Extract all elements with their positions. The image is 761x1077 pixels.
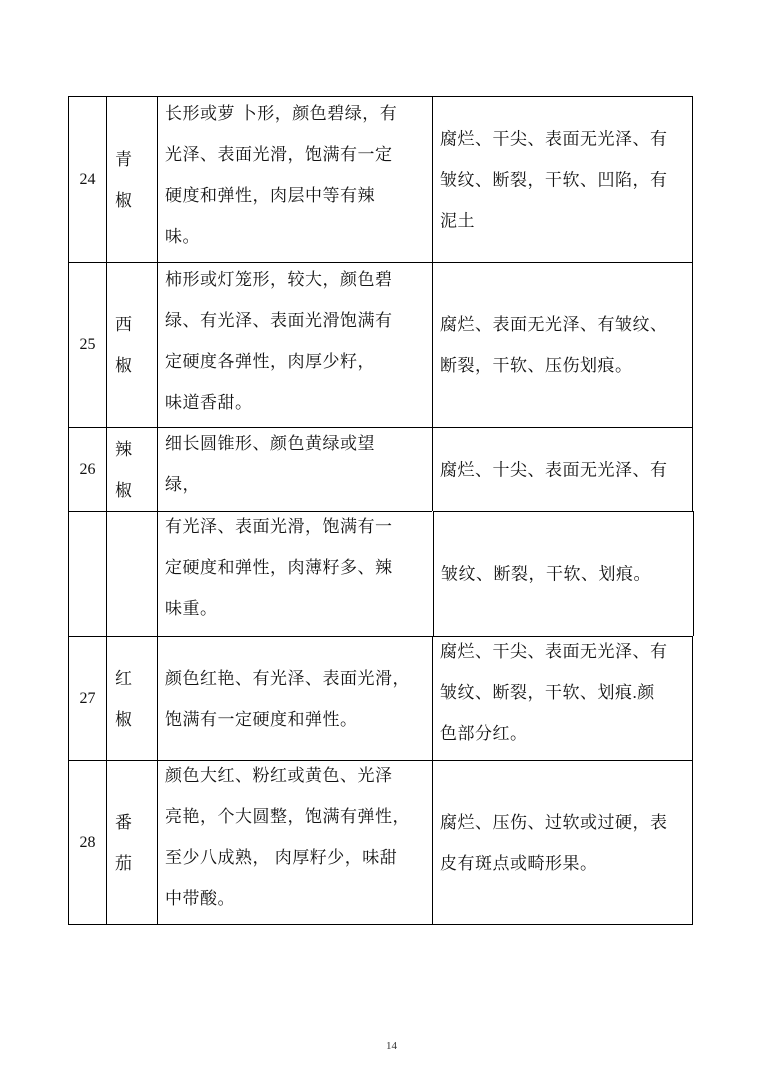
defects-line: 腐烂、压伤、过软或过硬，表 — [440, 812, 668, 832]
description-line: 颜色大红、粉红或黄色、光泽 — [165, 766, 393, 785]
page-number: 14 — [386, 1040, 397, 1052]
defects-text — [440, 631, 688, 754]
description-line: 有光泽、表面光滑，饱满有一 — [165, 517, 393, 536]
defects-line: 腐烂、十尖、表面无光泽、有 — [440, 460, 668, 479]
description-line: 中带酸。 — [165, 889, 235, 908]
vegetable-name: 青椒 — [115, 149, 132, 210]
row-number-cell — [68, 511, 106, 636]
quality-description-cell — [157, 760, 432, 925]
defects-line: 断裂，干软、压伤划痕。 — [440, 356, 633, 375]
defects-text — [440, 802, 688, 884]
defects-line: 腐烂、干尖、表面无光泽、有 — [440, 129, 668, 148]
row-number: 27 — [79, 689, 96, 707]
quality-description — [165, 755, 428, 919]
defects-cell — [432, 760, 693, 925]
defects-line: 皱纹、断裂，干软、划痕.颜 — [440, 683, 655, 702]
defects-line: 泥土 — [440, 211, 475, 230]
description-line: 亮艳，个大圆整，饱满有弹性， — [165, 807, 410, 826]
quality-description — [165, 506, 428, 629]
row-number-cell — [68, 760, 106, 925]
description-line: 硬度和弹性，肉层中等有辣 — [165, 186, 375, 205]
vegetable-name: 辣椒 — [115, 439, 132, 500]
defects-cell — [432, 96, 693, 262]
description-line: 味。 — [165, 227, 200, 246]
description-line: 定硬度和弹性，肉薄籽多、辣 — [165, 558, 393, 577]
table-row — [68, 636, 693, 760]
description-line: 至少八成熟， 肉厚籽少，味甜 — [165, 848, 398, 867]
table-row — [68, 760, 693, 925]
description-line: 定硬度各弹性，肉厚少籽， — [165, 352, 375, 371]
quality-description — [165, 423, 428, 505]
vegetable-name-cell — [106, 760, 157, 925]
quality-description-cell — [157, 636, 432, 760]
quality-description — [165, 93, 428, 257]
vegetable-name-cell — [106, 427, 157, 511]
description-line: 绿， — [165, 475, 200, 494]
vegetable-name: 番茄 — [115, 812, 132, 873]
table-row — [68, 427, 693, 511]
vegetable-name-cell — [106, 636, 157, 760]
description-line: 味重。 — [165, 599, 218, 618]
defects-line: 色部分红。 — [440, 724, 528, 743]
quality-description — [165, 658, 428, 740]
defects-cell — [432, 427, 693, 511]
description-line: 光泽、表面光滑，饱满有一定 — [165, 145, 393, 164]
quality-description — [165, 259, 428, 423]
defects-text — [441, 554, 689, 595]
vegetable-name-cell — [106, 96, 157, 262]
defects-cell — [433, 511, 694, 636]
defects-line: 皱纹、断裂，干软、划痕。 — [441, 564, 651, 584]
description-line: 柿形或灯笼形，较大，颜色碧 — [165, 270, 393, 289]
defects-line: 皱纹、断裂，干软、凹陷，有 — [440, 170, 668, 189]
defects-line: 腐烂、干尖、表面无光泽、有 — [440, 642, 668, 661]
description-line: 细长圆锥形、颜色黄绿或望 — [165, 434, 375, 453]
table-row — [68, 96, 693, 262]
vegetable-name-cell — [106, 262, 157, 427]
quality-description-cell — [157, 262, 432, 427]
table-row-continuation — [68, 511, 693, 636]
description-line: 绿、有光泽、表面光滑饱满有 — [165, 311, 393, 330]
row-number: 24 — [79, 170, 96, 188]
quality-description-cell — [157, 511, 432, 636]
vegetable-name: 西椒 — [115, 315, 132, 375]
vegetable-name: 红椒 — [115, 668, 132, 729]
defects-cell — [432, 262, 693, 427]
table-row — [68, 262, 693, 427]
row-number: 25 — [79, 336, 96, 353]
description-line: 味道香甜。 — [165, 393, 253, 412]
defects-line: 腐烂、表面无光泽、有皱纹、 — [440, 315, 668, 334]
row-number-cell — [68, 96, 106, 262]
quality-description-cell — [157, 96, 432, 262]
description-line: 饱满有一定硬度和弹性。 — [165, 709, 358, 729]
defects-text — [440, 449, 688, 490]
row-number: 28 — [79, 833, 96, 851]
row-number-cell — [68, 427, 106, 511]
defects-cell — [432, 636, 693, 760]
description-line: 颜色红艳、有光泽、表面光滑， — [165, 668, 410, 688]
defects-line: 皮有斑点或畸形果。 — [440, 853, 598, 873]
defects-text — [440, 304, 688, 386]
description-line: 长形或萝 卜形，颜色碧绿，有 — [165, 104, 398, 123]
row-number: 26 — [79, 460, 96, 478]
defects-text — [440, 118, 688, 241]
quality-description-cell — [157, 427, 432, 511]
vegetable-name-cell — [106, 511, 157, 636]
row-number-cell — [68, 636, 106, 760]
row-number-cell — [68, 262, 106, 427]
